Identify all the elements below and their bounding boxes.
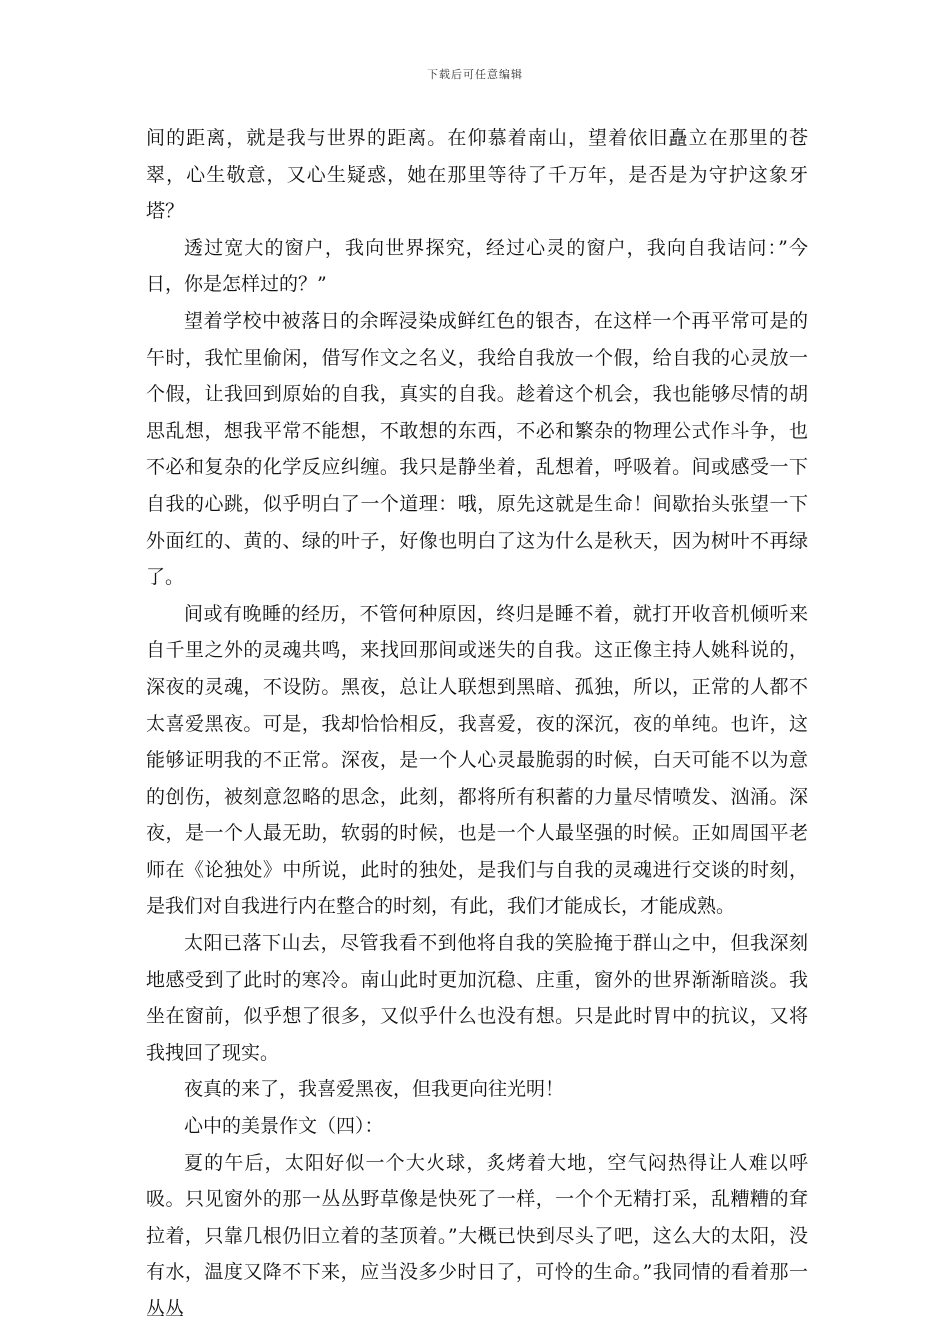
- paragraph-6: 夜真的来了，我喜爱黑夜，但我更向往光明！: [184, 1078, 565, 1101]
- paragraph-7: 夏的午后，太阳好似一个大火球，炙烤着大地，空气闷热得让人难以呼吸。只见窗外的那一丛丛野草像是快死了一样，一个个无精打采，乱糟糟的耷拉着，只靠几根仍旧立着的茎顶着。”大概已快到尽头了吧，这么大的太阳，没有水，温度又降不下来，应当没多少时日了，可怜的生命。”我同情的看着那一丛丛: [146, 1151, 808, 1320]
- paragraph-2: 透过宽大的窗户，我向世界探究，经过心灵的窗户，我向自我诘问：”今日，你是怎样过的？”: [146, 236, 808, 296]
- paragraph-5: 太阳已落下山去，尽管我看不到他将自我的笑脸掩于群山之中，但我深刻地感受到了此时的寒冷。南山此时更加沉稳、庄重，窗外的世界渐渐暗淡。我坐在窗前，似乎想了很多，又似乎什么也没有想。只是此时胃中的抗议，又将我拽回了现实。: [146, 932, 808, 1064]
- paragraph-4: 间或有晚睡的经历，不管何种原因，终归是睡不着，就打开收音机倾听来自千里之外的灵魂共鸣，来找回那间或迷失的自我。这正像主持人姚科说的，深夜的灵魂，不设防。黑夜，总让人联想到黑暗、孤独，所以，正常的人都不太喜爱黑夜。可是，我却恰恰相反，我喜爱，夜的深沉，夜的单纯。也许，这能够证明我的不正常。深夜，是一个人心灵最脆弱的时候，白天可能不以为意的创伤，被刻意忽略的思念，此刻，都将所有积蓄的力量尽情喷发、汹涌。深夜，是一个人最无助，软弱的时候，也是一个人最坚强的时候。正如周国平老师在《论独处》中所说，此时的独处，是我们与自我的灵魂进行交谈的时刻，是我们对自我进行内在整合的时刻，有此，我们才能成长，才能成熟。: [146, 602, 808, 918]
- header-note: 下载后可任意编辑: [427, 68, 523, 81]
- paragraph-1: 间的距离，就是我与世界的距离。在仰慕着南山，望着依旧矗立在那里的苍翠，心生敬意，又心生疑惑，她在那里等待了千万年，是否是为守护这象牙塔？: [146, 127, 808, 223]
- document-body: [146, 120, 808, 1328]
- paragraph-3: 望着学校中被落日的余晖浸染成鲜红色的银杏，在这样一个再平常可是的午时，我忙里偷闲，借写作文之名义，我给自我放一个假，给自我的心灵放一个假，让我回到原始的自我，真实的自我。趁着这个机会，我也能够尽情的胡思乱想，想我平常不能想，不敢想的东西，不必和繁杂的物理公式作斗争，也不必和复杂的化学反应纠缠。我只是静坐着，乱想着，呼吸着。间或感受一下自我的心跳，似乎明白了一个道理：哦，原先这就是生命！间歇抬头张望一下外面红的、黄的、绿的叶子，好像也明白了这为什么是秋天，因为树叶不再绿了。: [146, 309, 808, 589]
- section-heading: 心中的美景作文（四）：: [184, 1115, 384, 1138]
